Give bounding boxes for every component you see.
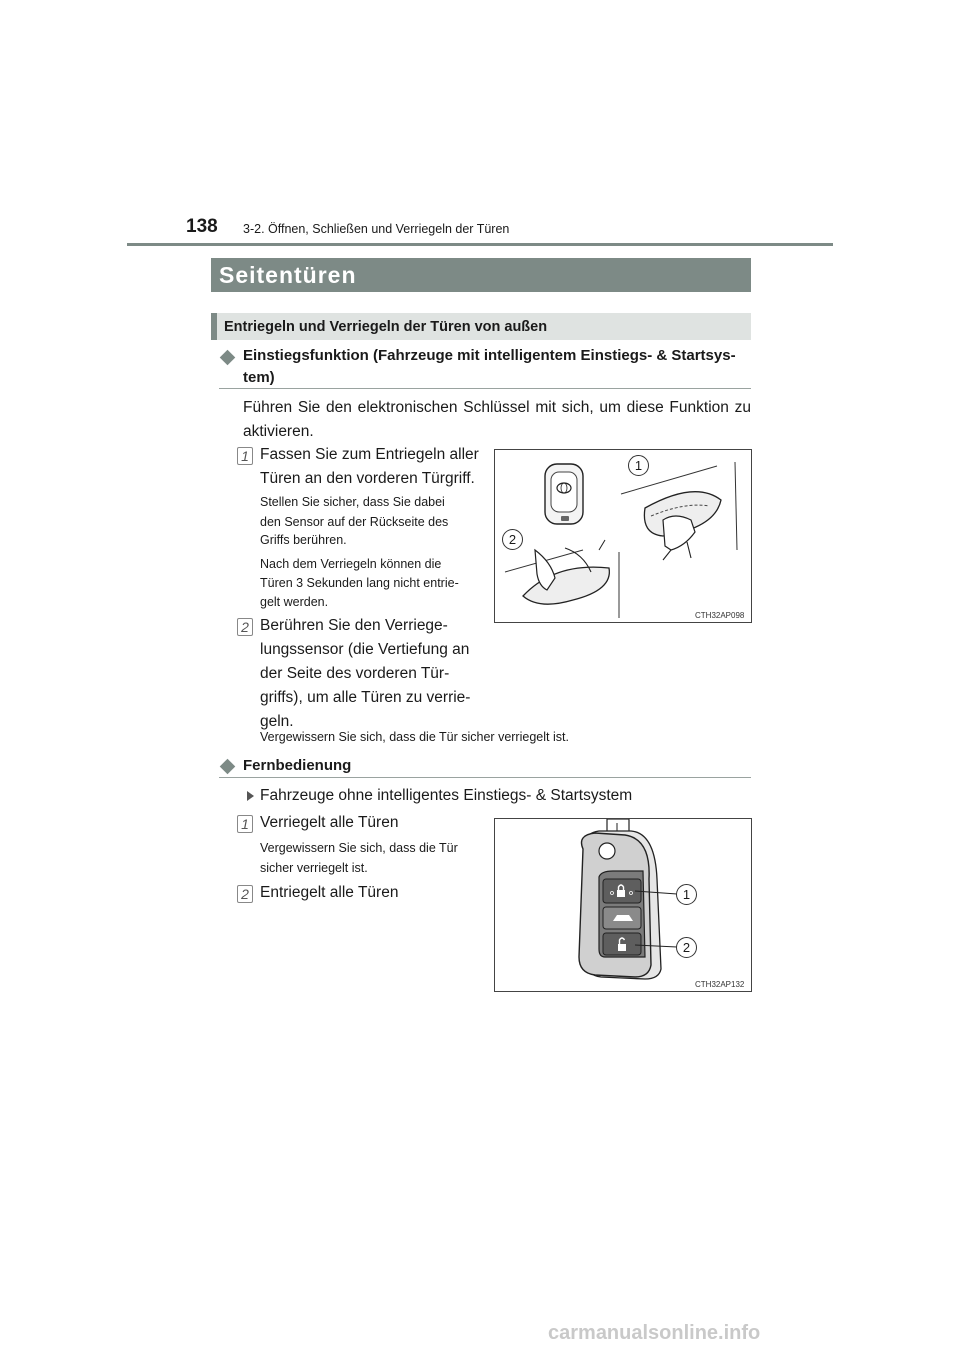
section-title: Seitentüren [219,262,357,288]
heading-rule [219,777,751,778]
door-handle-illustration [495,450,751,622]
remote-note-line2: sicher verriegelt ist. [260,861,368,875]
diamond-icon [220,350,236,366]
step2-line5: geln. [260,713,294,730]
triangle-bullet-icon [247,791,254,801]
remote-key-illustration [495,819,751,991]
entry-heading-line1: Einstiegsfunktion (Fahrzeuge mit intelligentem Einstiegs- & Startsys- [243,347,736,364]
step2-line4: griffs), um alle Türen zu verrie- [260,689,471,706]
header-rule [127,243,833,246]
subsection-title: Entriegeln und Verriegeln der Türen von außen [224,319,548,335]
callout-2: 2 [676,937,697,958]
chapter-title: 3-2. Öffnen, Schließen und Verriegeln der Türen [243,222,510,236]
remote-note-line1: Vergewissern Sie sich, dass die Tür [260,841,458,855]
note2-line3: gelt werden. [260,595,329,609]
figure-door-handle [494,449,752,623]
subsection-accent [211,313,217,340]
callout-2: 2 [502,529,523,550]
entry-heading-line2: tem) [243,369,275,386]
note1-line2: den Sensor auf der Rückseite des [260,515,449,529]
remote-bullet: Fahrzeuge ohne intelligentes Einstiegs- & Startsystem [260,787,633,804]
callout-1: 1 [676,884,697,905]
step-number-1: 1 [237,815,253,833]
step-number-2: 2 [237,618,253,636]
remote-step2: Entriegelt alle Türen [260,884,399,901]
note1-line3: Griffs berühren. [260,533,347,547]
step2-line1: Berühren Sie den Verriege- [260,617,448,634]
step2-line2: lungssensor (die Vertiefung an [260,641,470,658]
step1-line1: Fassen Sie zum Entriegeln aller [260,446,479,463]
figure-remote-key [494,818,752,992]
heading-rule [219,388,751,389]
step-number-1: 1 [237,447,253,465]
figure-caption: CTH32AP132 [695,980,745,989]
figure-caption: CTH32AP098 [695,611,745,620]
step-number-2: 2 [237,885,253,903]
remote-step1: Verriegelt alle Türen [260,814,399,831]
note2-line2: Türen 3 Sekunden lang nicht entrie- [260,576,459,590]
note2-line1: Nach dem Verriegeln können die [260,557,442,571]
note1-line1: Stellen Sie sicher, dass Sie dabei [260,495,445,509]
intro-line2: aktivieren. [243,423,314,440]
step1-line2: Türen an den vorderen Türgriff. [260,470,475,487]
watermark: carmanualsonline.info [548,1322,761,1344]
step2-line3: der Seite des vorderen Tür- [260,665,450,682]
page-number: 138 [186,216,218,237]
diamond-icon [220,759,236,775]
callout-1: 1 [628,455,649,476]
note3: Vergewissern Sie sich, dass die Tür sicher verriegelt ist. [260,730,569,744]
remote-heading: Fernbedienung [243,757,352,774]
intro-line1: Führen Sie den elektronischen Schlüssel mit sich, um diese Funktion zu [243,399,751,416]
